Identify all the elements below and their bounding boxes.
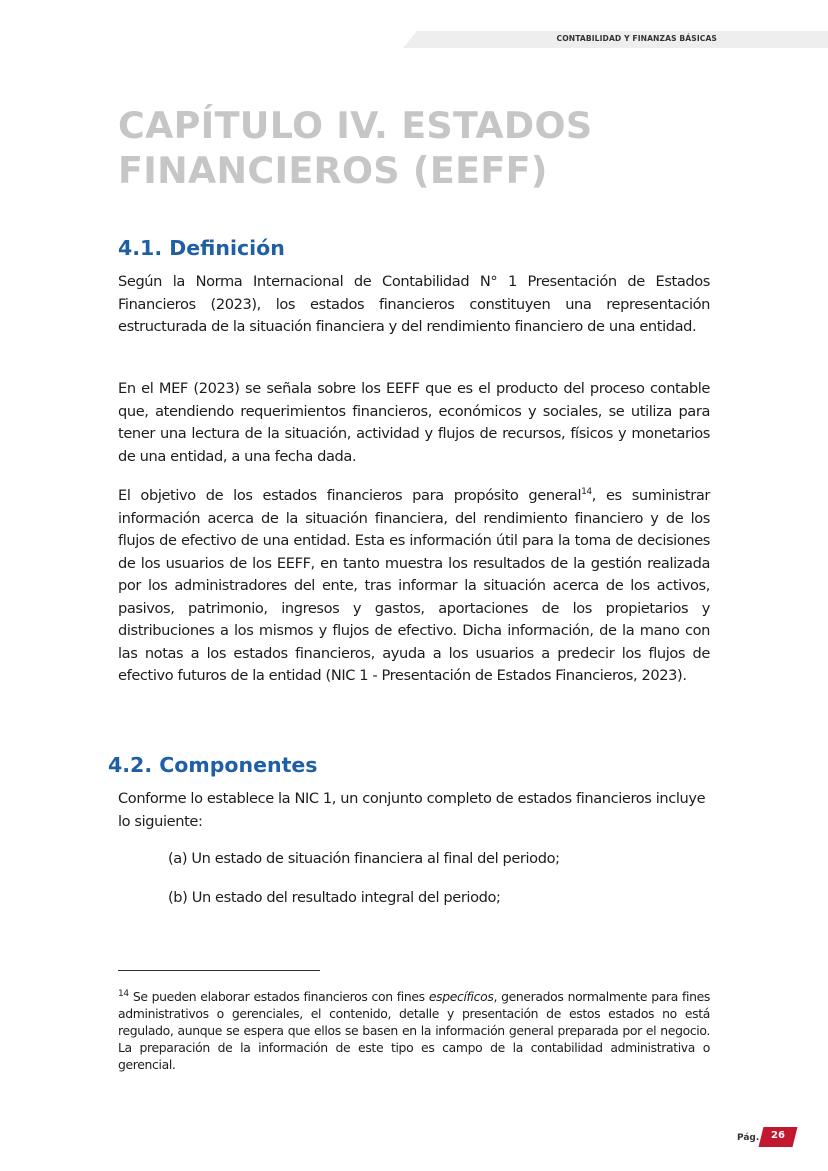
- paragraph-mef: En el MEF (2023) se señala sobre los EEFF que es el producto del proceso contable que, atendiendo requerimientos financieros, económicos y sociales, se utiliza para tener una lectura de la situación, actividad y flujos de recursos, físicos y monetarios de una entidad, a una fecha dada.: [118, 380, 710, 465]
- paragraph-objective-rest: , es suministrar información acerca de la situación financiera, del rendimiento financiero y de los flujos de efectivo de una entidad. Esta es información útil para la toma de decisiones de los usuarios de los EEFF, en tanto muestra los resultados de la gestión realizada por los administradores del ente, tras informar la situación acerca de los activos, pasivos, patrimonio, ingresos y gastos, aportaciones de los propietarios y distribuciones a los mismos y flujos de efectivo. Dicha información, de la mano con las notas a los estados financieros, ayuda a los usuarios a predecir los flujos de efectivo futuros de la entidad (NIC 1 - Presentación de Estados Financieros, 2023).: [118, 487, 710, 684]
- footnote-divider: [118, 970, 320, 971]
- running-header: CONTABILIDAD Y FINANZAS BÁSICAS: [556, 34, 717, 43]
- footnote: [118, 988, 710, 1073]
- footnote-number: 14: [118, 988, 129, 999]
- chapter-title: CAPÍTULO IV. ESTADOS FINANCIEROS (EEFF): [118, 104, 593, 192]
- paragraph-objective: [118, 485, 710, 688]
- footnote-emphasis: específicos: [428, 989, 494, 1004]
- paragraph-components-intro: Conforme lo establece la NIC 1, un conjunto completo de estados financieros incluye lo siguiente:: [118, 790, 706, 830]
- list-item-a: (a) Un estado de situación financiera al final del periodo;: [168, 850, 560, 867]
- page-label: Pág.: [737, 1133, 760, 1143]
- footnote-text-after: , generados normalmente para fines administrativos o gerenciales, el contenido, detalle y presentación de estos estados no está regulado, aunque se espera que ellos se basen en la información general preparada por el negocio. La preparación de la información de este tipo es campo de la contabilidad administrativa o gerencial.: [118, 989, 711, 1072]
- footnote-reference[interactable]: 14: [581, 487, 592, 498]
- paragraph-objective-lead: El objetivo de los estados financieros para propósito general: [118, 487, 582, 504]
- list-item-b: (b) Un estado del resultado integral del periodo;: [168, 889, 501, 906]
- section-heading-definicion: 4.1. Definición: [118, 236, 285, 260]
- section-heading-componentes: 4.2. Componentes: [108, 753, 318, 777]
- paragraph-definition: Según la Norma Internacional de Contabilidad N° 1 Presentación de Estados Financieros (2023), los estados financieros constituyen una representación estructurada de la situación financiera y del rendimiento financiero de una entidad.: [118, 273, 710, 335]
- page-number: 26: [771, 1130, 785, 1141]
- footnote-text-before: Se pueden elaborar estados financieros con fines: [128, 989, 429, 1004]
